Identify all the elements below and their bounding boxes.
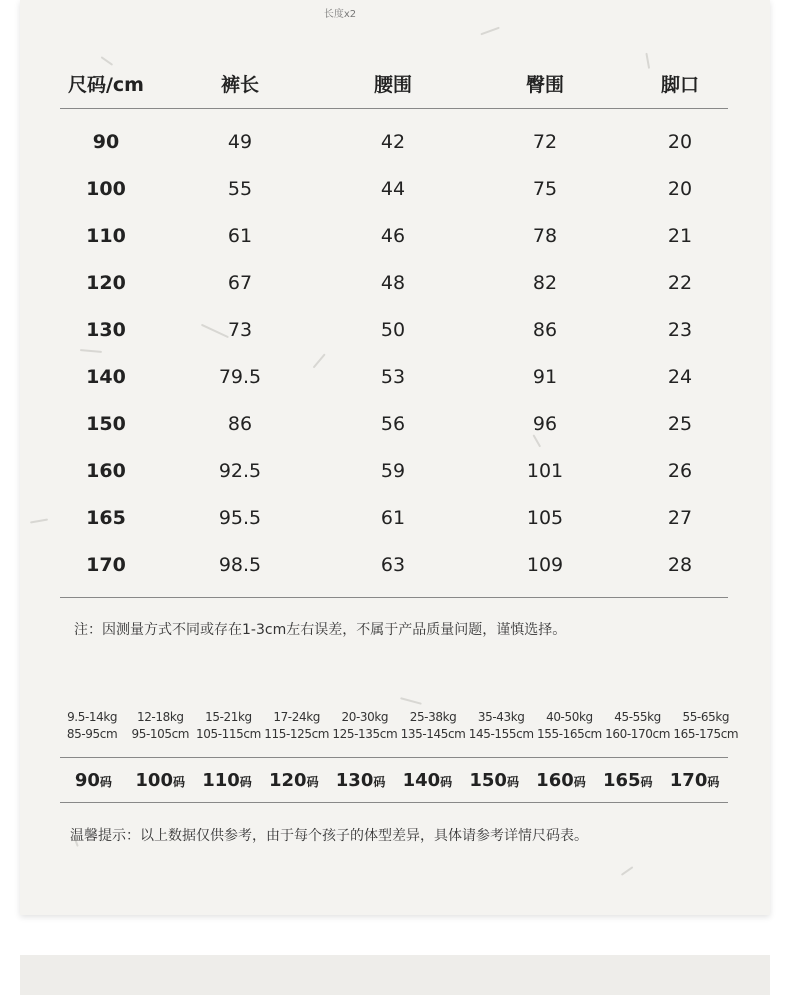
ref-height: 125-135cm bbox=[332, 727, 398, 741]
ref-size-number: 100 bbox=[135, 769, 173, 791]
reference-weight-row bbox=[58, 709, 740, 726]
ref-weight: 17-24kg bbox=[273, 710, 320, 724]
ref-height: 160-170cm bbox=[605, 727, 670, 741]
header-size: 尺码/cm bbox=[67, 73, 144, 96]
cell-leg-opening: 27 bbox=[667, 506, 693, 529]
ref-height: 165-175cm bbox=[673, 727, 739, 741]
table-row bbox=[60, 447, 728, 494]
cell-hip: 72 bbox=[532, 130, 558, 153]
paper-fiber bbox=[621, 866, 633, 875]
ref-size-number: 160 bbox=[536, 769, 574, 791]
reference-size-row bbox=[60, 757, 728, 803]
ref-size-unit: 码 bbox=[707, 774, 720, 789]
cell-hip: 91 bbox=[532, 365, 558, 388]
header-pants-length: 裤长 bbox=[220, 73, 259, 96]
ref-height: 85-95cm bbox=[66, 727, 118, 741]
table-row bbox=[60, 165, 728, 212]
cell-size: 130 bbox=[86, 318, 126, 341]
cell-pants-length: 55 bbox=[227, 177, 253, 200]
cell-hip: 96 bbox=[532, 412, 558, 435]
ref-height: 105-115cm bbox=[196, 727, 261, 741]
ref-size-unit: 码 bbox=[99, 774, 112, 789]
cell-waist: 59 bbox=[380, 459, 406, 482]
cell-hip: 75 bbox=[532, 177, 558, 200]
table-row bbox=[60, 118, 728, 165]
cell-leg-opening: 23 bbox=[667, 318, 693, 341]
paper-fiber bbox=[400, 697, 422, 704]
cell-waist: 44 bbox=[380, 177, 406, 200]
cell-waist: 53 bbox=[380, 365, 406, 388]
table-row bbox=[60, 306, 728, 353]
ref-size-number: 120 bbox=[268, 769, 307, 791]
table-row bbox=[60, 541, 728, 588]
ref-size-unit: 码 bbox=[172, 774, 185, 789]
cell-waist: 50 bbox=[380, 318, 406, 341]
cell-pants-length: 92.5 bbox=[218, 459, 262, 482]
ref-size bbox=[528, 770, 595, 791]
ref-size-number: 170 bbox=[669, 769, 708, 791]
table-body bbox=[60, 109, 728, 588]
ref-size-number: 150 bbox=[469, 769, 507, 791]
ref-height: 135-145cm bbox=[400, 727, 466, 741]
table-header bbox=[60, 58, 728, 109]
top-label: 长度x2 bbox=[323, 9, 357, 20]
cell-size: 120 bbox=[86, 271, 126, 294]
next-section-card bbox=[20, 955, 770, 995]
cell-pants-length: 61 bbox=[227, 224, 253, 247]
ref-size-unit: 码 bbox=[506, 774, 519, 789]
ref-height: 145-155cm bbox=[468, 727, 534, 741]
tip-note: 温馨提示：以上数据仅供参考，由于每个孩子的体型差异，具体请参考详情尺码表。 bbox=[70, 828, 588, 844]
cell-waist: 42 bbox=[380, 130, 406, 153]
cell-pants-length: 79.5 bbox=[218, 365, 262, 388]
cell-waist: 61 bbox=[380, 506, 406, 529]
reference-weight-height bbox=[58, 709, 740, 743]
ref-weight: 55-65kg bbox=[682, 710, 730, 724]
cell-waist: 46 bbox=[380, 224, 406, 247]
table-row bbox=[60, 259, 728, 306]
cell-hip: 101 bbox=[526, 459, 564, 482]
ref-size-number: 165 bbox=[602, 769, 641, 791]
table-row bbox=[60, 353, 728, 400]
ref-size-unit: 码 bbox=[306, 774, 319, 789]
cell-hip: 109 bbox=[526, 553, 564, 576]
ref-size bbox=[461, 770, 528, 791]
cell-size: 100 bbox=[86, 177, 126, 200]
cell-size: 170 bbox=[86, 553, 126, 576]
ref-size-number: 140 bbox=[402, 769, 441, 791]
ref-size-number: 90 bbox=[74, 769, 100, 791]
ref-size-unit: 码 bbox=[573, 774, 586, 789]
ref-weight: 15-21kg bbox=[205, 710, 252, 724]
cell-size: 140 bbox=[86, 365, 126, 388]
cell-hip: 86 bbox=[532, 318, 558, 341]
table-row bbox=[60, 212, 728, 259]
cell-size: 90 bbox=[92, 130, 120, 153]
ref-size bbox=[661, 770, 728, 791]
ref-weight: 12-18kg bbox=[136, 710, 184, 724]
cell-size: 165 bbox=[86, 506, 126, 529]
cell-leg-opening: 20 bbox=[667, 177, 693, 200]
header-waist: 腰围 bbox=[373, 73, 412, 96]
cell-leg-opening: 28 bbox=[667, 553, 693, 576]
ref-size-number: 130 bbox=[335, 769, 374, 791]
ref-size-number: 110 bbox=[202, 769, 240, 791]
cell-size: 110 bbox=[86, 224, 126, 247]
ref-size-unit: 码 bbox=[373, 774, 386, 789]
cell-leg-opening: 21 bbox=[667, 224, 693, 247]
ref-size bbox=[60, 770, 127, 791]
cell-pants-length: 49 bbox=[227, 130, 253, 153]
ref-size bbox=[260, 770, 327, 791]
cell-waist: 48 bbox=[380, 271, 406, 294]
ref-size bbox=[394, 770, 461, 791]
measurement-note: 注：因测量方式不同或存在1-3cm左右误差，不属于产品质量问题，谨慎选择。 bbox=[74, 622, 567, 638]
cell-pants-length: 98.5 bbox=[218, 553, 262, 576]
ref-size bbox=[194, 770, 261, 791]
cell-leg-opening: 26 bbox=[667, 459, 693, 482]
cell-leg-opening: 20 bbox=[667, 130, 693, 153]
ref-weight: 9.5-14kg bbox=[67, 710, 118, 724]
ref-weight: 20-30kg bbox=[341, 710, 389, 724]
size-chart-card bbox=[20, 0, 770, 915]
cell-pants-length: 73 bbox=[227, 318, 253, 341]
cell-size: 160 bbox=[86, 459, 126, 482]
ref-weight: 40-50kg bbox=[546, 710, 593, 724]
paper-fiber bbox=[30, 518, 48, 523]
cell-pants-length: 67 bbox=[227, 271, 253, 294]
ref-height: 115-125cm bbox=[264, 727, 330, 741]
ref-size-unit: 码 bbox=[440, 774, 453, 789]
ref-size-unit: 码 bbox=[239, 774, 252, 789]
table-row bbox=[60, 494, 728, 541]
cell-leg-opening: 25 bbox=[667, 412, 693, 435]
cell-pants-length: 95.5 bbox=[218, 506, 262, 529]
table-bottom-divider bbox=[60, 597, 728, 598]
size-table bbox=[60, 58, 728, 588]
header-hip: 臀围 bbox=[525, 73, 564, 96]
cell-pants-length: 86 bbox=[227, 412, 253, 435]
cell-hip: 82 bbox=[532, 271, 558, 294]
ref-height: 95-105cm bbox=[131, 727, 190, 741]
table-row bbox=[60, 400, 728, 447]
cell-waist: 63 bbox=[380, 553, 406, 576]
ref-size bbox=[327, 770, 394, 791]
header-leg-opening: 脚口 bbox=[660, 73, 699, 96]
ref-weight: 45-55kg bbox=[614, 710, 661, 724]
cell-hip: 105 bbox=[526, 506, 564, 529]
ref-height: 155-165cm bbox=[536, 727, 602, 741]
cell-leg-opening: 24 bbox=[667, 365, 693, 388]
cell-hip: 78 bbox=[532, 224, 558, 247]
cell-leg-opening: 22 bbox=[667, 271, 693, 294]
cell-waist: 56 bbox=[380, 412, 406, 435]
ref-weight: 35-43kg bbox=[477, 710, 525, 724]
ref-size bbox=[127, 770, 194, 791]
ref-size-unit: 码 bbox=[640, 774, 653, 789]
ref-size bbox=[594, 770, 661, 791]
cell-size: 150 bbox=[86, 412, 126, 435]
ref-weight: 25-38kg bbox=[409, 710, 457, 724]
reference-height-row bbox=[58, 726, 740, 743]
paper-fiber bbox=[480, 27, 499, 35]
